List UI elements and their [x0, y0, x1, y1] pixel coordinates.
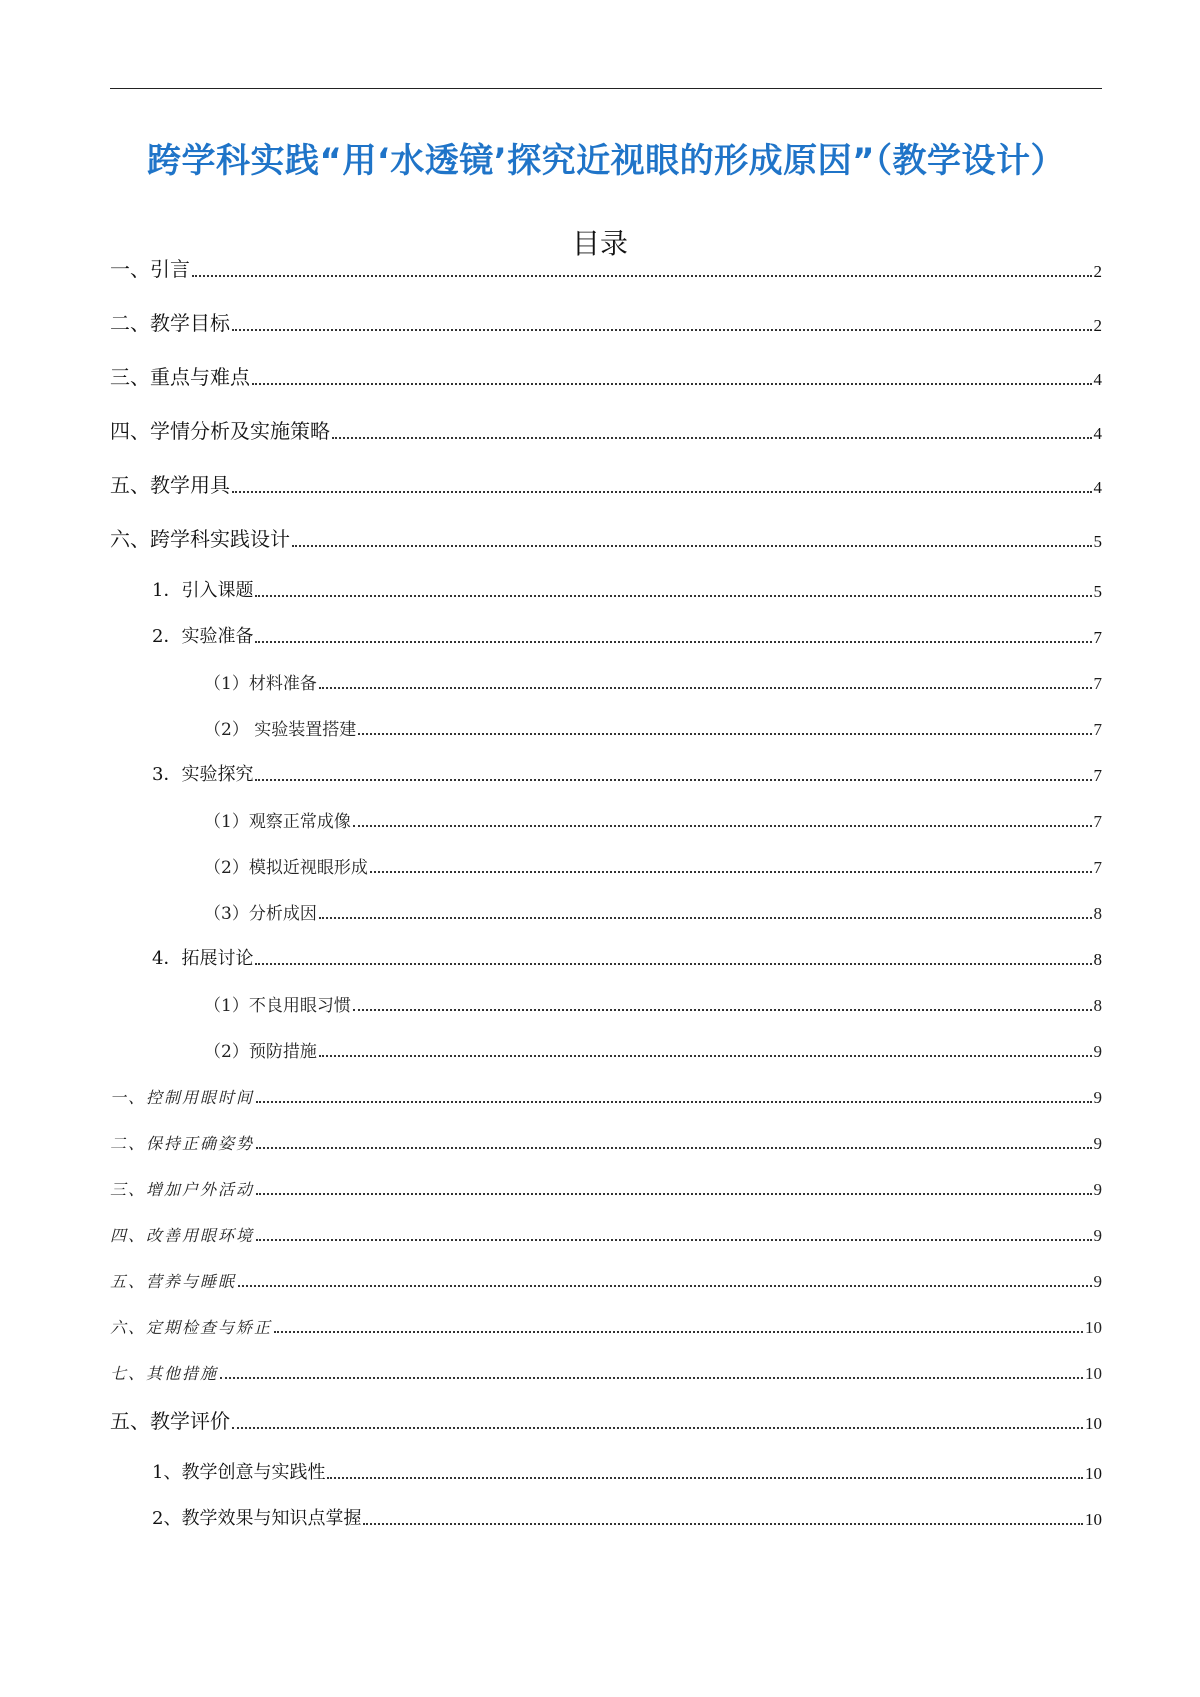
toc-entry[interactable]: 三、重点与难点 4 [110, 365, 1102, 389]
toc-entry[interactable]: 五、教学用具 4 [110, 473, 1102, 497]
toc-entry[interactable]: （2）模拟近视眼形成 7 [204, 858, 1102, 878]
toc-entry[interactable]: （2）预防措施 9 [204, 1042, 1102, 1062]
toc-entry[interactable]: 六、定期检查与矫正 10 [110, 1318, 1102, 1337]
toc-entry[interactable]: 3．实验探究 7 [152, 764, 1102, 785]
toc-entry[interactable]: 一、控制用眼时间 9 [110, 1088, 1102, 1107]
toc-entry[interactable]: 五、营养与睡眠 9 [110, 1272, 1102, 1291]
toc-entry[interactable]: 三、增加户外活动 9 [110, 1180, 1102, 1199]
toc-entry[interactable]: 六、跨学科实践设计 5 [110, 527, 1102, 551]
toc-entry[interactable]: 四、学情分析及实施策略 4 [110, 419, 1102, 443]
toc-entry[interactable]: 二、保持正确姿势 9 [110, 1134, 1102, 1153]
toc-entry[interactable]: 2．实验准备 7 [152, 626, 1102, 647]
header-rule [110, 88, 1102, 89]
toc-entry[interactable]: 四、改善用眼环境 9 [110, 1226, 1102, 1245]
toc-entry[interactable]: （3）分析成因 8 [204, 904, 1102, 924]
document-title: 跨学科实践“用‘水透镜’探究近视眼的形成原因”（教学设计） [146, 141, 1066, 181]
toc-heading: 目录 [571, 227, 628, 260]
toc-entry[interactable]: 五、教学评价 10 [110, 1409, 1102, 1433]
toc-entry[interactable]: （1）观察正常成像 7 [204, 812, 1102, 832]
toc-entry[interactable]: 1．引入课题 5 [152, 580, 1102, 601]
toc-entry[interactable]: 一、引言 2 [110, 257, 1102, 281]
toc-entry[interactable]: 七、其他措施 10 [110, 1364, 1102, 1383]
toc-entry[interactable]: （1）材料准备 7 [204, 674, 1102, 694]
toc-entry[interactable]: 4．拓展讨论 8 [152, 948, 1102, 969]
toc-entry[interactable]: 1、教学创意与实践性 10 [152, 1462, 1102, 1483]
toc-entry[interactable]: （1）不良用眼习惯 8 [204, 996, 1102, 1016]
toc-entry[interactable]: 二、教学目标 2 [110, 311, 1102, 335]
toc-entry[interactable]: 2、教学效果与知识点掌握 10 [152, 1508, 1102, 1529]
toc-entry[interactable]: （2） 实验装置搭建 7 [204, 720, 1102, 740]
